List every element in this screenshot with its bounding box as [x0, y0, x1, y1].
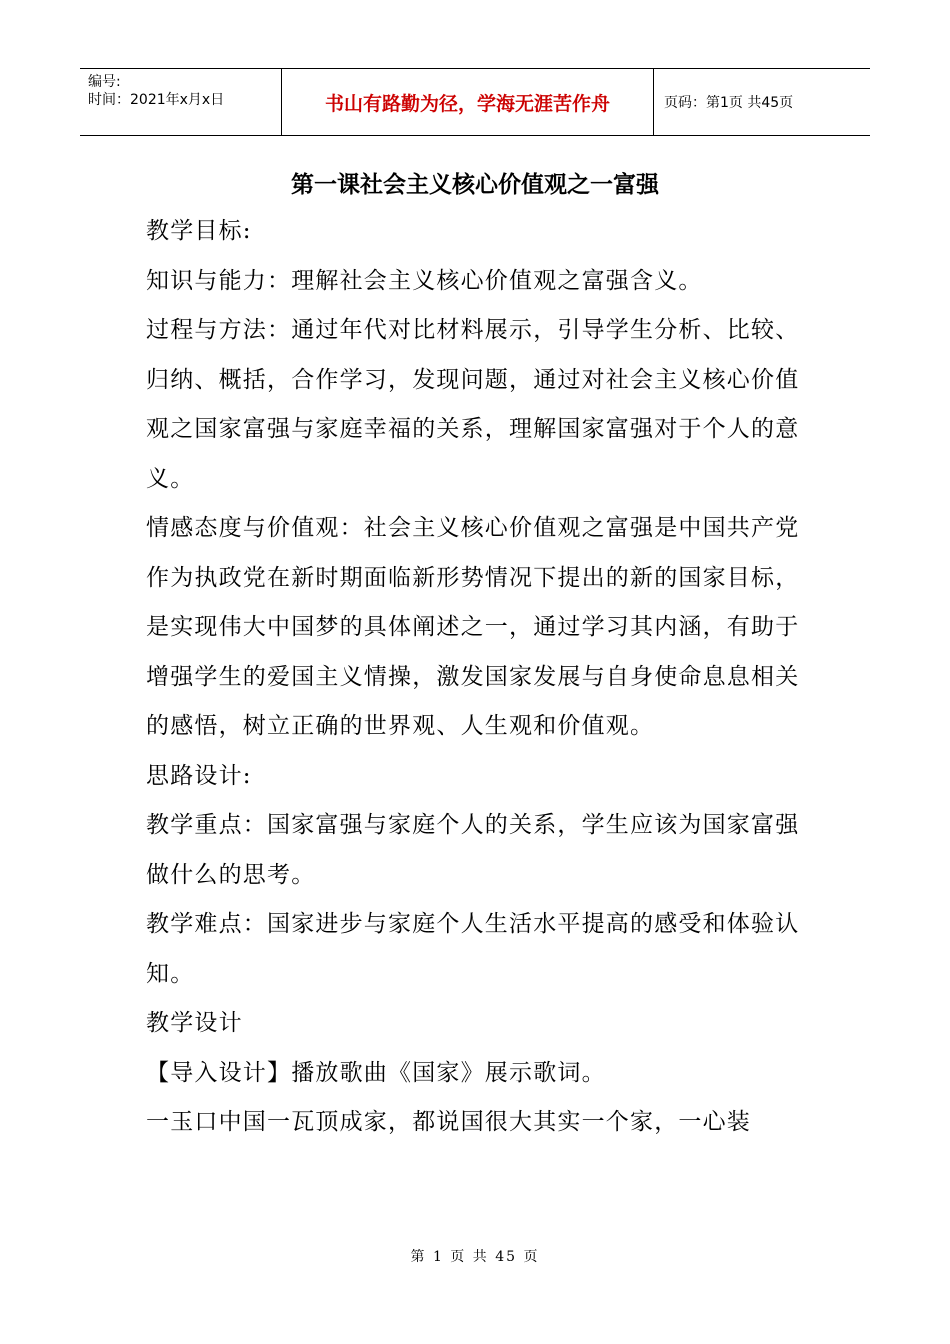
header-page-info: 页码：第1页 共45页 [664, 95, 794, 111]
paragraph-key-points: 教学重点：国家富强与家庭个人的关系，学生应该为国家富强做什么的思考。 [146, 812, 800, 888]
paragraph-intro-design: 【导入设计】播放歌曲《国家》展示歌词。 [146, 1059, 606, 1086]
header-info-cell [80, 69, 282, 135]
paragraph-difficult-points: 教学难点：国家进步与家庭个人生活水平提高的感受和体验认知。 [146, 911, 800, 987]
document-number-label: 编号: [88, 74, 121, 90]
paragraph-process-method: 过程与方法：通过年代对比材料展示，引导学生分析、比较、归纳、概括，合作学习，发现问题，通过对社会主义核心价值观之国家富强与家庭幸福的关系，理解国家富强对于个人的意义。 [146, 317, 800, 492]
paragraph-emotion-values: 情感态度与价值观：社会主义核心价值观之富强是中国共产党作为执政党在新时期面临新形势情况下提出的新的国家目标，是实现伟大中国梦的具体阐述之一，通过学习其内涵，有助于增强学生的爱国主义情操，激发国家发展与自身使命息息相关的感悟，树立正确的世界观、人生观和价值观。 [146, 515, 800, 739]
paragraph-teaching-design: 教学设计 [146, 1010, 243, 1036]
paragraph-song-lyrics: 一玉口中国一瓦顶成家，都说国很大其实一个家，一心装 [146, 1109, 751, 1135]
document-body [146, 207, 806, 1148]
header-motto-cell [282, 69, 654, 135]
header-table [80, 68, 870, 136]
document-time-label: 时间：2021年x月x日 [88, 92, 225, 108]
header-page-cell [654, 69, 870, 135]
paragraph-teaching-goals: 教学目标: [146, 218, 252, 244]
paragraph-knowledge-ability: 知识与能力：理解社会主义核心价值观之富强含义。 [146, 267, 703, 294]
page-footer: 第 1 页 共 45 页 [410, 1249, 540, 1265]
document-title: 第一课社会主义核心价值观之一富强 [291, 171, 659, 198]
paragraph-design-ideas: 思路设计: [146, 762, 252, 789]
header-motto: 书山有路勤为径，学海无涯苦作舟 [324, 92, 610, 115]
